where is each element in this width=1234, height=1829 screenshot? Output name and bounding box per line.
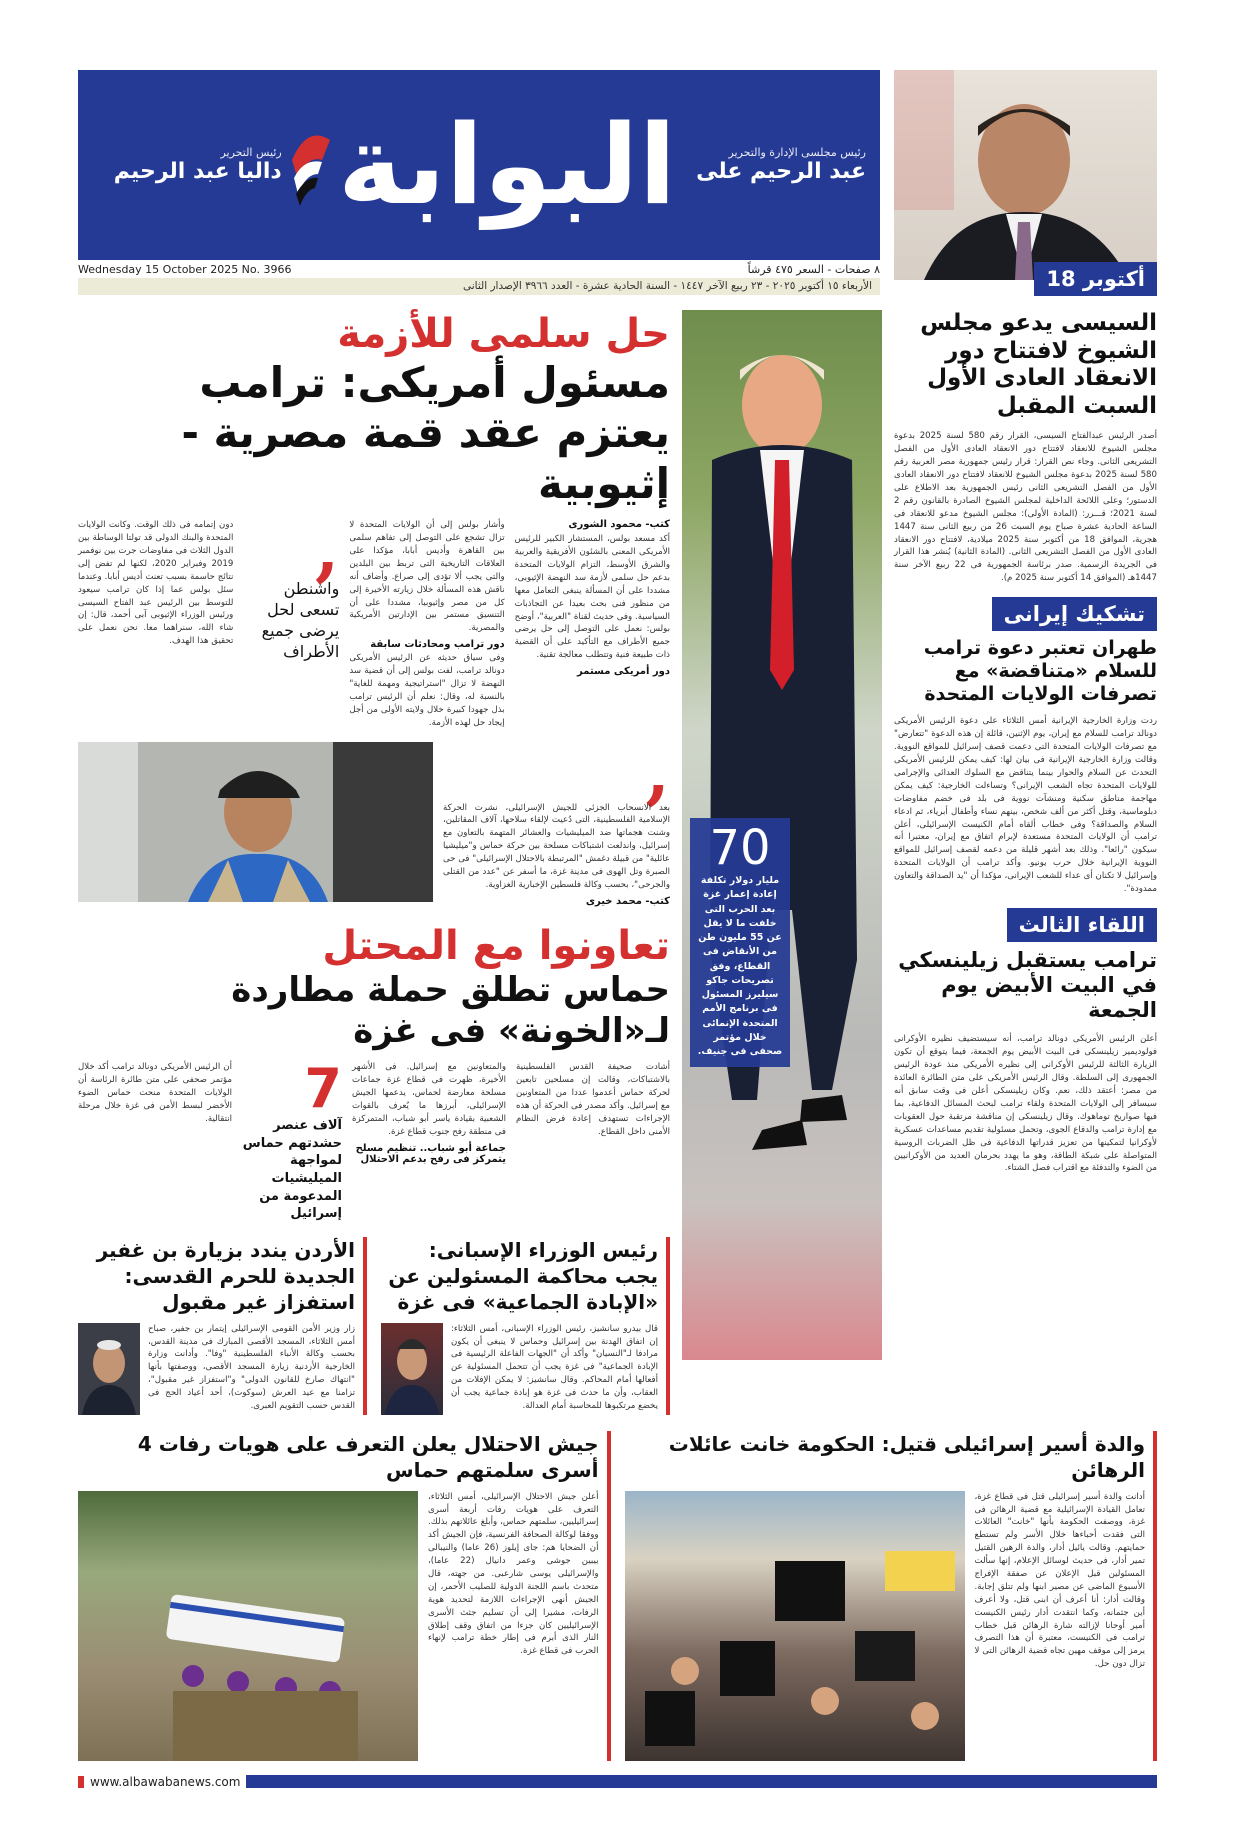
- price-line: ٨ صفحات - السعر ٤٧٥ قرشاً: [747, 263, 880, 276]
- coffin-funeral-photo: [78, 1491, 418, 1761]
- quote-mark-icon: ,: [314, 507, 340, 591]
- newspaper-logo: [282, 90, 677, 240]
- lead-subhead-1: دور ترامب ومحادثات سابقة: [370, 639, 505, 651]
- editor-name: داليا عبد الرحيم: [113, 159, 282, 184]
- lead-quote-box: [243, 507, 340, 729]
- right-column: [894, 310, 1157, 1175]
- center-photo-column: [682, 310, 882, 1360]
- iran-body: ردت وزارة الخارجية الإيرانية أمس الثلاثاء على دعوة الرئيس الأمريكى دونالد ترامب للسلام مع إيران، يوم الإثنين، قائلة إن هذه الدعوة "تتعارض" مع تصرفات الولايات المتحدة التى دعمت قصف إسرائيل للمواقع النووية. وقالت وزارة الخارجية الإيرانية فى بيان لها: كيف يمكن للرئيس الأمريكى التحدث عن السلام والحوار بينما يتناقض مع السلوك العدائى والإجرامى للولايات المتحدة تجاه الشعب الإيرانى؟ وتساءلت الخارجية: كيف يمكن مهاجمة مناطق سكنية ومنشآت نووية فى بلد فى خضم مفاوضات دبلوماسية، وقتل أكثر من ألف شخص، بينهم نساء وأطفال أبرياء، ثم ادعاء السلام والصداقة؟ وفى خطاب ألقاه أمام الكنيست الإسرائيلى، أعلن ترامب أن الولايات المتحدة مستعدة لإبرام اتفاق مع إيران، معتبرا أنه سيكون "رائعا". وذلك بعد أشهر قليلة من دعمه لقصف إسرائيل للمواقع النووية الإيرانية خلال حرب يونيو. وأكد ترامب أن الولايات المتحدة وإسرائيل لا تكنان أى عداء للشعب الإيرانى، مؤكدا أن "يد الصداقة والتعاون ممدودة".: [894, 716, 1157, 895]
- lead-headline: مسئول أمريكى: ترامب يعتزم عقد قمة مصرية - إثيوبية: [181, 358, 670, 508]
- left-area: [78, 310, 670, 1415]
- militant-row: [78, 729, 670, 910]
- lead-column-3: دون إتمامه فى ذلك الوقت. وكانت الولايات المتحدة والبنك الدولى قد تولتا الوساطة بين الدول الثلاث فى مفاوضات جرت بين نوفمبر 2019 وفبراير 2020، لكنها لم تفض إلى نتائج حاسمة بسبب تعنت أديس أبابا. وعندما سئل بولس عما إذا كان ترامب سيعود للتوسط بين الرئيس عبد الفتاح السيسى ورئيس الوزراء الإثيوبى آبى أحمد، قال: إن شاء الله، سنراهما معا. نحن نعمل على تحقيق هذا الهدف.: [78, 520, 234, 647]
- hamas-headline: حماس تطلق حملة مطاردة لـ«الخونة» فى غزة: [231, 969, 670, 1051]
- hostage-mother-story: [625, 1431, 1158, 1761]
- chairman-name: عبد الرحيم على: [696, 159, 866, 184]
- top-section: [78, 70, 1157, 296]
- iran-tag: تشكيك إيرانى: [992, 597, 1157, 631]
- hamas-stat-number: 7: [304, 1057, 342, 1121]
- sisi-photo-area: [894, 70, 1157, 296]
- editor-in-chief: [92, 146, 282, 184]
- dateline-arabic: الأربعاء ١٥ أكتوبر ٢٠٢٥ - ٢٣ ربيع الآخر ١٤٤٧ - السنة الحادية عشرة - العدد ٣٩٦٦ الإصدار الثانى: [78, 278, 880, 295]
- masthead: [78, 70, 880, 260]
- hamas-column-1: أشادت صحيفة القدس الفلسطينية بالاشتباكات، وقالت إن مسلحين تابعين لحركة حماس أعدموا عددا من المتعاونين مع إسرائيل. وأكد مصدر فى الحركة أن هذه الإجراءات تستهدف إعادة فرض النظام الأمنى داخل القطاع.: [516, 1062, 670, 1137]
- portrait-illustration: [894, 70, 1157, 280]
- hamas-columns: [78, 1057, 670, 1222]
- bodies-story: [78, 1431, 611, 1761]
- flag-swoosh-icon: [282, 120, 332, 210]
- hamas-column-3: أن الرئيس الأمريكى دونالد ترامب أكد خلال مؤتمر صحفى على متن طائرة الرئاسة أن الولايات المتحدة منحت حماس الضوء الأخضر لبسط الأمن فى غزة خلال مرحلة انتقالية.: [78, 1062, 232, 1124]
- jordan-headline: الأردن يندد بزيارة بن غفير الجديدة للحرم القدسى: استفزاز غير مقبول: [96, 1237, 355, 1314]
- lead-col-c: [78, 519, 233, 729]
- masthead-area: [78, 70, 880, 295]
- iran-headline: طهران تعتبر دعوة ترامب للسلام «متناقضة» مع تصرفات الولايات المتحدة: [923, 637, 1157, 705]
- ukraine-headline: ترامب يستقبل زيلينسكي في البيت الأبيض يوم الجمعة: [898, 947, 1157, 1023]
- lead-column-2: وأشار بولس إلى أن الولايات المتحدة لا تزال تشجع على التوصل إلى تفاهم سلمى بين القاهرة وأديس أبابا، مؤكدا على العلاقات التاريخية التى تربط بين البلدين والتى يجب ألا تؤدى إلى صراع. وأضاف أنه ناقش هذه المسألة خلال زيارته الأخيرة إلى كل من مصر وإثيوبيا، مشددا على أن التنسيق مستمر بين الإدارتين الأمريكية والمصرية.: [349, 520, 505, 634]
- funeral-illustration: [78, 1491, 418, 1761]
- bodies-headline: جيش الاحتلال يعلن التعرف على هويات رفات 4 أسرى سلمتهم حماس: [137, 1431, 599, 1482]
- footer-accent: [78, 1776, 84, 1788]
- spain-headline: رئيس الوزراء الإسبانى: يجب محاكمة المسئولين عن «الإبادة الجماعية» فى غزة: [388, 1237, 658, 1314]
- hamas-col-c: [78, 1061, 232, 1222]
- hostage-mother-body: أدانت والدة أسير إسرائيلى قتل فى قطاع غزة، تعامل القيادة الإسرائيلية مع قضية الرهائن فى غزة، ووصفت الحكومة بأنها "خانت" العائلات التى فقدت أحباءها خلال الأسر ولم تستطع حمايتهم. وقالت يائيل أدار، والدة الرهين القتيل تمير أدار، فى حديث لوسائل الإعلام، إنها سألت المسئولين قبل الإعلان عن صفقة الإفراج الأسبوع الماضى عن مصير ابنها ولم تتلق إجابة. وقالت أدار: أنا أعرف أن ابنى قتل، ولا أعرف أين جثمانه، وكما انتقدت أدار رئيس الكنيست أمير أوحانا لإزالته شارة الرهائن قبل خطاب ترامب فى الكنيست، معتبرة أن هذا التصرف يرمز إلى موقف مهين تجاه قضية الرهائن التى لا تزال دون حل.: [974, 1491, 1145, 1670]
- hamas-stat-caption: آلاف عنصر حشدتهم حماس لمواجهة الميليشيات المدعومة من إسرائيل: [242, 1118, 342, 1222]
- ben-gvir-photo: [78, 1323, 140, 1415]
- lead-kicker: حل سلمى للأزمة: [337, 311, 670, 357]
- bottom-section: [78, 1431, 1157, 1761]
- chairman: [676, 146, 866, 184]
- spain-body: قال بيدرو سانشيز، رئيس الوزراء الإسبانى، أمس الثلاثاء: إن اتفاق الهدنة بين إسرائيل وحماس لا ينبغى أن يكون مرادفا لـ"النسيان" وأكد أن "الجهات الفاعلة الرئيسية فى الإبادة الجماعية" فى غزة يجب أن تتحمل المسئولية عن أفعالها أمام المحاكم. وقال سانشيز: لا يمكن الإفلات من العقاب، وأن ما حدث فى غزة هو إبادة جماعية يجب أن يخضع مرتكبوها للمحاسبة أمام العدالة.: [451, 1323, 658, 1411]
- hamas-column-2: والمتعاونين مع إسرائيل. فى الأشهر الأخيرة، ظهرت فى قطاع غزة جماعات مسلحة معارضة لحماس، يدعمها الجيش الإسرائيلى، أبرزها ما يُعرف بالقوات الشعبية بقيادة ياسر أبو شباب، المتمركزة فى منطقة رفح جنوب قطاع غزة.: [352, 1062, 506, 1137]
- hamas-stat: [242, 1057, 342, 1222]
- sanchez-photo: [381, 1323, 443, 1415]
- gaza-stat-number: 70: [709, 820, 771, 876]
- lead-pull-quote: واشنطن تسعى لحل يرضى جميع الأطراف: [261, 579, 340, 661]
- lead-byline: كتب- محمود الشورى: [568, 519, 670, 531]
- hamas-subhead: جماعة أبو شباب.. تنظيم مسلح يتمركز فى رفح بدعم الاحتلال: [355, 1142, 506, 1165]
- militant-illustration: [78, 742, 433, 902]
- sisi-photo: [894, 70, 1157, 280]
- main-section: [78, 310, 1157, 1415]
- spain-body-row: [381, 1323, 658, 1415]
- spain-jordan-row: [78, 1237, 670, 1415]
- ukraine-tag-wrap: [894, 908, 1157, 942]
- ukraine-tag: اللقاء الثالث: [1007, 908, 1157, 942]
- hamas-col-b: [352, 1061, 506, 1222]
- bodies-body: أعلن جيش الاحتلال الإسرائيلى، أمس الثلاثاء، التعرف على هويات رفات أربعة أسرى إسرائيليين، سلمتهم حماس، وأبلغ عائلاتهم بذلك. ووفقا لوكالة الصحافة الفرنسية، فإن الجيش أكد أن الضحايا هم: جاى إيلوز (26 عاما) والنيبالى بيبين جوشى وعمر دانيال (22 عاما)، والإسرائيلى يوسى شارعبى. من جهته، قال متحدث باسم اللجنة الدولية للصليب الأحمر، إن الجيش أنهى الإجراءات اللازمة لتحديد هوية الرفات، مشيرا إلى أن تسليم جثث الأسرى الإسرائيليين كان جزءا من اتفاق وقف إطلاق النار الذى أبرم فى إطار خطة ترامب لإنهاء الحرب فى قطاع غزة.: [428, 1491, 599, 1657]
- chairman-role: رئيس مجلسى الإدارة والتحرير: [728, 146, 866, 159]
- lead-column-2b: وفى سياق حديثه عن الرئيس الأمريكى دونالد ترامب، لفت بولس إلى أن قضية سد النهضة لا تزال "استراتيجية ومهمة للغاية" بالنسبة له، وقال: نعلم أن الرئيس ترامب بذل جهودا كبيرة خلال ولايته الأولى من أجل إيجاد حل لهذه الأزمة.: [349, 653, 505, 728]
- footer-website-link[interactable]: www.albawabanews.com: [90, 1774, 241, 1789]
- hostage-protest-photo: [625, 1491, 965, 1761]
- hamas-militant-photo: [78, 742, 433, 902]
- ukraine-body: أعلن الرئيس الأمريكى دونالد ترامب، أنه سيستضيف نظيره الأوكرانى فولوديمير زيلينسكى فى البيت الأبيض يوم الجمعة، فيما يتوقع أن تكون الزيارة الثالثة للرئيس الأوكرانى إلى نظيره الأمريكى منذ عودة الرئيس الجمهورى إلى السلطة. وقال الرئيس الأمريكى على متن الطائرة العائدة من مصر: أعتقد ذلك، نعم. وكان زيلينسكى أعلن فى وقت سابق أنه سيسافر إلى الولايات المتحدة ولقاء ترامب لبحث المسائل الدفاعية، بما فيها صواريخ توماهوك. وقال زيلينسكى إن مناقشة مرتقبة حول العقوبات مع إدارة ترامب والدفاع الجوى، وتحمل مسئولية تقديم مساعدات عسكرية لأوكرانيا لتمكينها من تعزيز قدراتها الدفاعية فى ظل الضربات الروسية المتواصلة على شبكة الطاقة، وهو ما يهدد بحرمان العديد من الأوكرانيين من الضوء والتدفئة مع اقتراب فصل الشتاء.: [894, 1034, 1157, 1174]
- footer-bar: [246, 1775, 1157, 1788]
- jordan-body-row: [78, 1323, 355, 1415]
- hostage-row: [625, 1491, 1146, 1761]
- hamas-intro-box: [443, 729, 670, 910]
- lead-subhead-2: دور أمريكى مستمر: [577, 666, 670, 678]
- sisi-tag: 18 أكتوبر: [1034, 262, 1157, 296]
- hamas-byline: كتب- محمد خيرى: [585, 895, 670, 907]
- sisi-body: أصدر الرئيس عبدالفتاح السيسى، القرار رقم 580 لسنة 2025 بدعوة مجلس الشيوخ للانعقاد لافتتاح دور الانعقاد العادى الأول من الفصل التشريعى الثانى. وجاء نص القرار: قرار رئيس جمهورية مصر العربية رقم 580 لسنة 2025 بدعوة مجلس الشيوخ للانعقاد لافتتاح دور الانعقاد العادى الأول من الفصل التشريعى الثانى رئيس الجمهورية بعد الاطلاع على الدستور؛ وعلى اللائحة الداخلية لمجلس الشيوخ الصادرة بالقانون رقم 2 لسنة 2021؛ قـــرر: (المادة الأولى): مجلس الشيوخ مدعو للانعقاد فى الساعة الحادية عشرة صباح يوم السبت 26 من ربيع الثانى سنة 1447 هجرية، الموافق 18 من أكتوبر سنة 2025 ميلادية، لافتتاح دور الانعقاد العادى الأول من الفصل التشريعى الثانى. (المادة الثانية) يُنشر هذا القرار فى الجريدة الرسمية. صدر برئاسة الجمهورية فى 22 ربيع الآخر سنة 1447هـ (الموافق 14 أكتوبر سنة 2025 م).: [894, 431, 1158, 584]
- footer: [78, 1775, 1157, 1789]
- lead-column-1: أكد مسعد بولس، المستشار الكبير للرئيس الأمريكى المعنى بالشئون الأفريقية والعربية والشرق الأوسط، التزام الولايات المتحدة بدعم حل سلمى لأزمة سد النهضة الإثيوبى، مشددا على أن المسألة ينبغى التعامل معها من منظور فنى بحت بعيدا عن التجاذبات السياسية. وفى حديث لقناة "العربية"، أوضح بولس: نعمل على التوصل إلى حل يرضى جميع الأطراف مع التأكيد على أن القضية ذات طبيعة فنية وتتطلب معالجة تقنية.: [514, 534, 670, 661]
- hostage-mother-headline: والدة أسير إسرائيلى قتيل: الحكومة خانت عائلات الرهائن: [668, 1431, 1145, 1482]
- hamas-intro: بعد الانسحاب الجزئى للجيش الإسرائيلى، نشرت الحركة الإسلامية الفلسطينية، التى دُعيت لإلقاء سلاحها، آلاف المقاتلين، وشنت هجماتها ضد الميليشيات والعشائر المتهمة بالتعاون مع إسرائيل، واندلعت اشتباكات مسلحة بين حركة حماس و"ميليشيا عائلية" من قبيلة دغمش "المرتبطة بالاحتلال الإسرائيلى" فى حى الصبرة وتل الهوى فى مدينة غزة، ما أسفر عن "عدد من القتلى والجرحى"، بحسب وكالة فلسطين الإخبارية الغزاوية.: [443, 802, 670, 890]
- logo-wordmark: البوابة: [337, 101, 677, 229]
- quote-mark-icon-2: ,: [645, 729, 670, 813]
- hamas-col-a: [516, 1061, 670, 1222]
- hamas-kicker: تعاونوا مع المحتل: [322, 922, 670, 969]
- jordan-body: زار وزير الأمن القومى الإسرائيلى إيتمار بن جفير، صباح أمس الثلاثاء، المسجد الأقصى المبارك فى مدينة القدس، بحسب وكالة الأنباء الفلسطينية "وفا". وأدانت وزارة الخارجية الأردنية زيارة المسجد الأقصى، ووصفتها بأنها "انتهاك صارخ للقانون الدولى" و"استفزاز غير مقبول"، تزامنا مع عيد العرش (سوكوت)، أحد أعياد الحج فى القدس حسب التقويم العبرى.: [148, 1323, 355, 1411]
- date-row: [78, 263, 880, 276]
- jordan-story: [78, 1237, 367, 1415]
- dateline-english: Wednesday 15 October 2025 No. 3966: [78, 263, 292, 276]
- editor-role: رئيس التحرير: [220, 146, 282, 159]
- gaza-reconstruction-stat: [690, 818, 790, 1067]
- sisi-tag-wrap: [894, 262, 1157, 296]
- gaza-stat-caption: مليار دولار تكلفة إعادة إعمار غزة بعد الحرب التى خلفت ما لا يقل عن 55 مليون طن من الأنقاض فى القطاع، وفق تصريحات جاكو سيليرز المسئول فى برنامج الأمم المتحدة الإنمائى خلال مؤتمر صحفى فى جنيف.: [697, 875, 783, 1057]
- spain-story: [381, 1237, 670, 1415]
- iran-tag-wrap: [894, 597, 1157, 631]
- sisi-headline: السيسى يدعو مجلس الشيوخ لافتتاح دور الانعقاد العادى الأول السبت المقبل: [920, 310, 1157, 419]
- protest-illustration: [625, 1491, 965, 1761]
- lead-col-b: [349, 519, 504, 729]
- bodies-row: [78, 1491, 599, 1761]
- lead-col-a: [515, 519, 670, 729]
- lead-columns: [78, 507, 670, 729]
